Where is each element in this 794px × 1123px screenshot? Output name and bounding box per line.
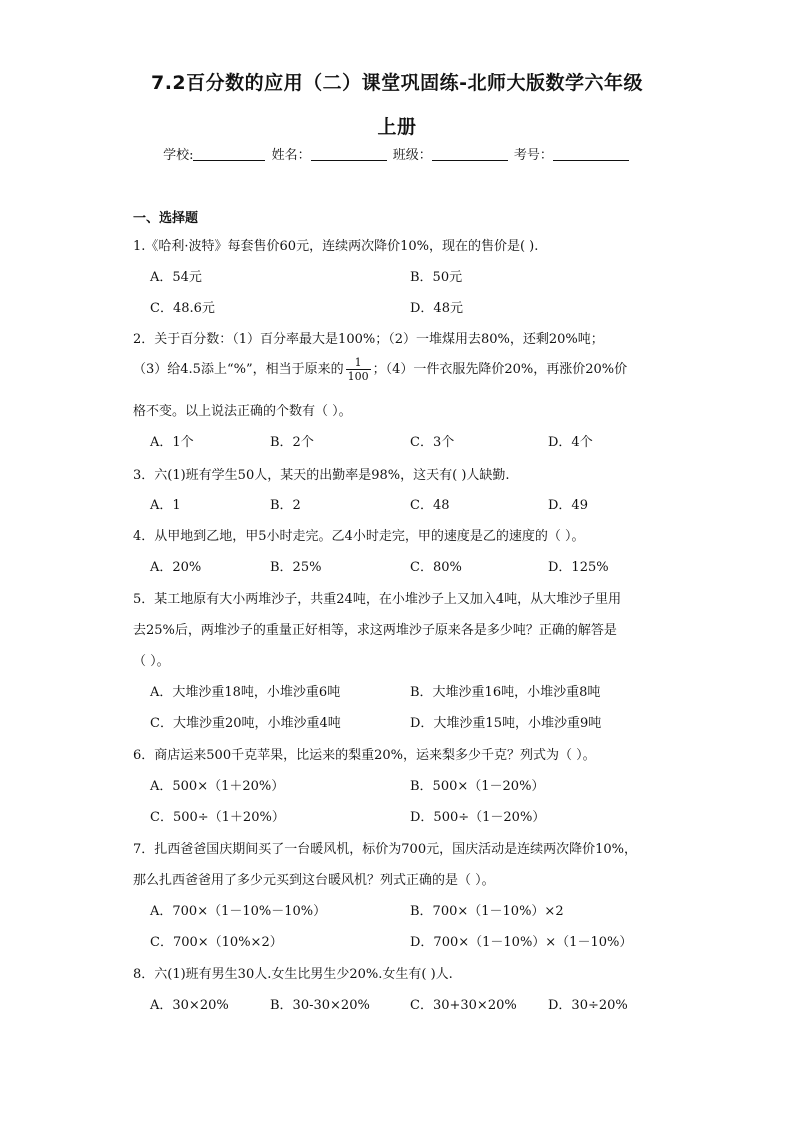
q6-option-d[interactable]: D．500÷（1－20%） <box>410 810 546 825</box>
school-blank[interactable] <box>193 146 265 161</box>
exam-no-blank[interactable] <box>553 146 629 161</box>
q2-option-c[interactable]: C．3个 <box>410 435 455 450</box>
question-7-text: 7．扎西爸爸国庆期间买了一台暖风机，标价为700元，国庆活动是连续两次降价10%， <box>133 842 637 857</box>
question-6-text: 6．商店运来500千克苹果，比运来的梨重20%，运来梨多少千克？列式为（ ）。 <box>133 748 596 763</box>
q7-option-a[interactable]: A．700×（1－10%－10%） <box>150 904 327 919</box>
q3-option-d[interactable]: D．49 <box>548 498 588 513</box>
q4-option-a[interactable]: A．20% <box>150 560 202 575</box>
question-2-part: ；（4）一件衣服先降价20%，再涨价20%价 <box>372 362 628 377</box>
q1-option-d[interactable]: D．48元 <box>410 301 463 316</box>
fraction-numerator: 1 <box>346 356 371 370</box>
name-blank[interactable] <box>311 146 387 161</box>
q5-option-a[interactable]: A．大堆沙重18吨，小堆沙重6吨 <box>150 685 341 700</box>
q2-option-b[interactable]: B．2个 <box>270 435 314 450</box>
question-5-line2: 去25%后，两堆沙子的重量正好相等，求这两堆沙子原来各是多少吨？正确的解答是 <box>133 623 617 638</box>
q1-option-c[interactable]: C．48.6元 <box>150 301 215 316</box>
section-title: 一、选择题 <box>133 211 199 226</box>
question-5-text: 5．某工地原有大小两堆沙子，共重24吨，在小堆沙子上又加入4吨，从大堆沙子里用 <box>133 592 622 607</box>
question-4-text: 4．从甲地到乙地，甲5小时走完。乙4小时走完，甲的速度是乙的速度的（ ）。 <box>133 529 585 544</box>
question-3-text: 3．六(1)班有学生50人，某天的出勤率是98%，这天有( )人缺勤. <box>133 468 510 483</box>
q4-option-c[interactable]: C．80% <box>410 560 462 575</box>
class-blank[interactable] <box>432 146 508 161</box>
question-5-line3: （ ）。 <box>133 654 170 669</box>
q1-option-b[interactable]: B．50元 <box>410 270 463 285</box>
q5-option-c[interactable]: C．大堆沙重20吨，小堆沙重4吨 <box>150 716 341 731</box>
q4-option-d[interactable]: D．125% <box>548 560 609 575</box>
q3-option-b[interactable]: B．2 <box>270 498 301 513</box>
q8-option-a[interactable]: A．30×20% <box>150 998 229 1013</box>
school-label: 学校: <box>163 148 194 163</box>
question-2-line3: 格不变。以上说法正确的个数有（ ）。 <box>133 404 352 419</box>
q5-option-d[interactable]: D．大堆沙重15吨，小堆沙重9吨 <box>410 716 602 731</box>
q6-option-b[interactable]: B．500×（1－20%） <box>410 779 545 794</box>
q2-option-a[interactable]: A．1个 <box>150 435 194 450</box>
question-2-part: （3）给4.5添上“%”，相当于原来的 <box>133 362 344 377</box>
q4-option-b[interactable]: B．25% <box>270 560 322 575</box>
question-2-line2 <box>133 356 627 383</box>
q7-option-b[interactable]: B．700×（1－10%）×2 <box>410 904 564 919</box>
q3-option-a[interactable]: A．1 <box>150 498 181 513</box>
q6-option-c[interactable]: C．500÷（1＋20%） <box>150 810 285 825</box>
question-1-text: 1.《哈利·波特》每套售价60元，连续两次降价10%，现在的售价是( ). <box>133 239 539 254</box>
q6-option-a[interactable]: A．500×（1＋20%） <box>150 779 285 794</box>
q7-option-d[interactable]: D．700×（1－10%）×（1－10%） <box>410 935 633 950</box>
q8-option-b[interactable]: B．30-30×20% <box>270 998 370 1013</box>
q7-option-c[interactable]: C．700×（10%×2） <box>150 935 283 950</box>
student-info-line <box>0 144 794 163</box>
fraction <box>346 356 371 383</box>
question-7-line2: 那么扎西爸爸用了多少元买到这台暖风机？列式正确的是（ ）。 <box>133 873 495 888</box>
class-label: 班级： <box>392 148 432 163</box>
page-title-line2: 上册 <box>377 116 417 138</box>
q8-option-c[interactable]: C．30+30×20% <box>410 998 517 1013</box>
question-2-text: 2．关于百分数：（1）百分率最大是100%；（2）一堆煤用去80%，还剩20%吨； <box>133 332 604 347</box>
exam-no-label: 考号： <box>513 148 553 163</box>
fraction-denominator: 100 <box>347 370 369 383</box>
q2-option-d[interactable]: D．4个 <box>548 435 593 450</box>
q1-option-a[interactable]: A．54元 <box>150 270 202 285</box>
question-8-text: 8．六(1)班有男生30人.女生比男生少20%.女生有( )人. <box>133 967 453 982</box>
page-title: 7.2百分数的应用（二）课堂巩固练-北师大版数学六年级 <box>150 72 644 94</box>
q5-option-b[interactable]: B．大堆沙重16吨，小堆沙重8吨 <box>410 685 601 700</box>
q8-option-d[interactable]: D．30÷20% <box>548 998 628 1013</box>
q3-option-c[interactable]: C．48 <box>410 498 450 513</box>
name-label: 姓名： <box>271 148 311 163</box>
